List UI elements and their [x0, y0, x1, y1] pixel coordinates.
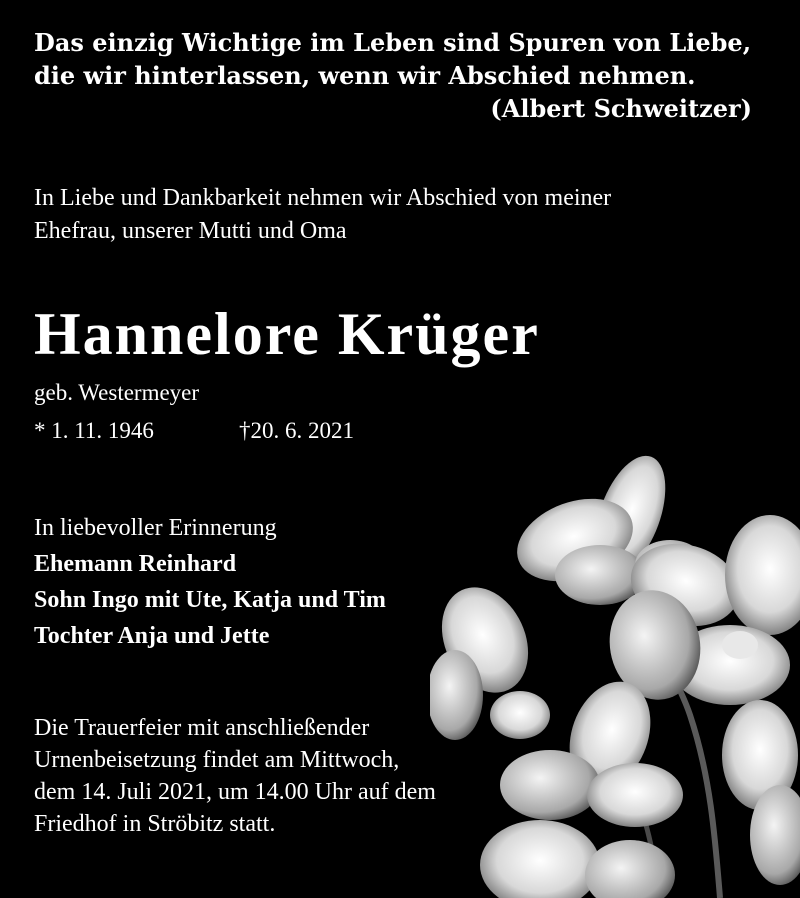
intro-line-2: Ehefrau, unserer Mutti und Oma [34, 218, 347, 244]
quote-author: (Albert Schweitzer) [490, 94, 752, 123]
birth-name: geb. Westermeyer [34, 380, 200, 405]
mourners [34, 510, 386, 654]
funeral-line-4: Friedhof in Ströbitz statt. [34, 811, 276, 837]
quote [34, 26, 754, 125]
orchid-image [430, 455, 800, 898]
birth-date: * 1. 11. 1946 [34, 418, 154, 443]
mourner-2: Sohn Ingo mit Ute, Katja und Tim [34, 587, 386, 613]
quote-line-1: Das einzig Wichtige im Leben sind Spuren von Liebe, [34, 28, 752, 57]
mourner-3: Tochter Anja und Jette [34, 623, 270, 649]
mourners-intro: In liebevoller Erinnerung [34, 515, 277, 541]
intro-text [34, 182, 774, 248]
funeral-line-3: dem 14. Juli 2021, um 14.00 Uhr auf dem [34, 779, 436, 805]
mourner-1: Ehemann Reinhard [34, 551, 237, 577]
life-dates [34, 418, 354, 444]
intro-line-1: In Liebe und Dankbarkeit nehmen wir Abschied von meiner [34, 185, 612, 211]
funeral-line-2: Urnenbeisetzung findet am Mittwoch, [34, 747, 400, 773]
funeral-line-1: Die Trauerfeier mit anschließender [34, 715, 370, 741]
deceased-name: Hannelore Krüger [34, 301, 540, 367]
quote-line-2: die wir hinterlassen, wenn wir Abschied nehmen. [34, 61, 696, 90]
death-date: †20. 6. 2021 [239, 418, 354, 443]
